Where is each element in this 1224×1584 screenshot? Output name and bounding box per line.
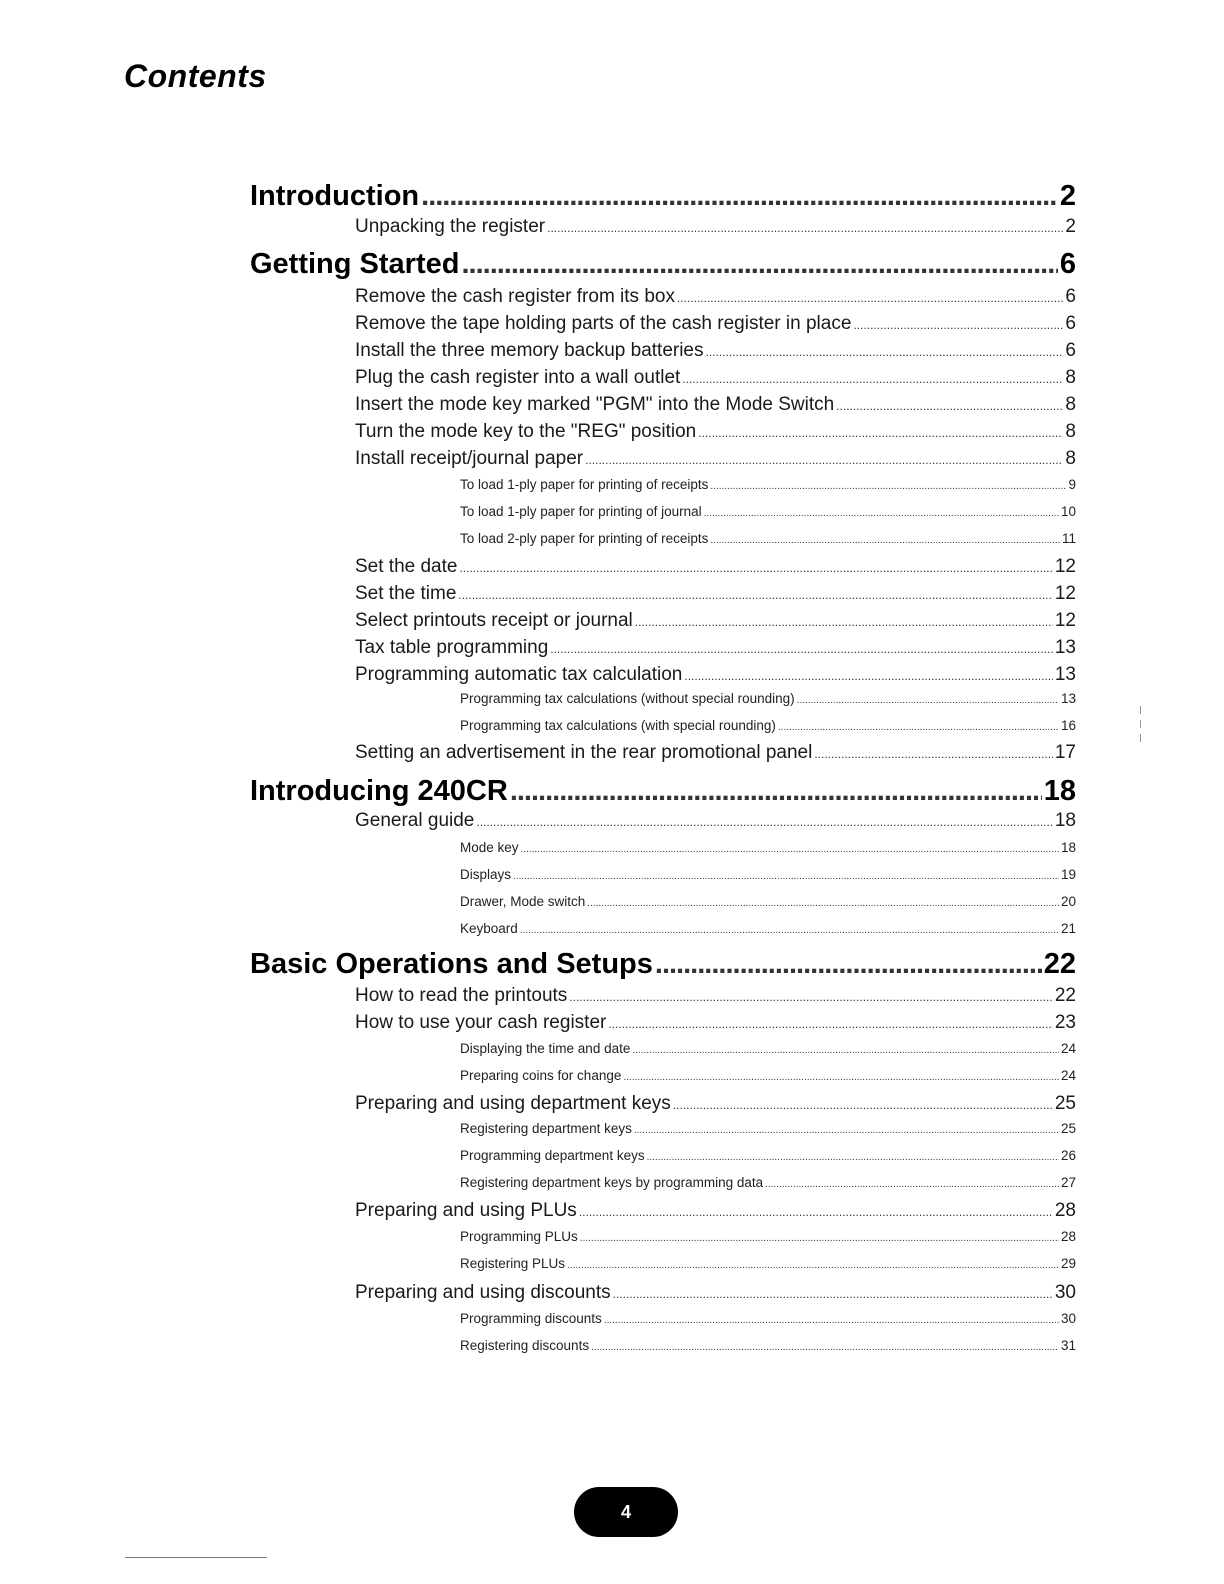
toc-section-heading[interactable] bbox=[250, 948, 1076, 981]
toc-page-number: 28 bbox=[1054, 1200, 1076, 1221]
dot-leader bbox=[521, 844, 1059, 855]
toc-entry-label: Programming tax calculations (without special rounding) bbox=[460, 691, 795, 706]
toc-page-number: 8 bbox=[1065, 367, 1076, 388]
dot-leader bbox=[458, 588, 1052, 602]
toc-page-number: 18 bbox=[1054, 810, 1076, 831]
dot-leader bbox=[547, 221, 1063, 235]
dot-leader bbox=[706, 345, 1064, 359]
toc-entry-label: Remove the cash register from its box bbox=[355, 286, 675, 307]
dot-leader bbox=[613, 1287, 1053, 1301]
toc-page-number: 24 bbox=[1060, 1068, 1076, 1083]
toc-entry-label: Registering department keys bbox=[460, 1121, 632, 1136]
toc-page-number: 29 bbox=[1060, 1256, 1076, 1271]
dot-leader bbox=[587, 898, 1059, 909]
toc-subentry[interactable] bbox=[460, 1148, 1076, 1163]
toc-section-heading[interactable] bbox=[250, 775, 1076, 808]
toc-page-number: 13 bbox=[1060, 691, 1076, 706]
toc-subentry[interactable] bbox=[460, 1229, 1076, 1244]
toc-entry-label: Setting an advertisement in the rear promotional panel bbox=[355, 742, 813, 763]
toc-entry-label: Preparing and using department keys bbox=[355, 1093, 671, 1114]
toc-page-number: 6 bbox=[1065, 340, 1076, 361]
dot-leader bbox=[677, 291, 1063, 305]
dot-leader bbox=[655, 948, 1042, 981]
dot-leader bbox=[569, 990, 1053, 1004]
toc-entry[interactable] bbox=[355, 1200, 1076, 1222]
toc-entry[interactable] bbox=[355, 985, 1076, 1007]
toc-subentry[interactable] bbox=[460, 477, 1076, 492]
toc-page-number: 25 bbox=[1054, 1093, 1076, 1114]
toc-page-number: 30 bbox=[1054, 1282, 1076, 1303]
toc-entry[interactable] bbox=[355, 448, 1076, 470]
toc-page-number: 16 bbox=[1060, 718, 1076, 733]
dot-leader bbox=[710, 535, 1060, 546]
toc-page-number: 6 bbox=[1065, 313, 1076, 334]
toc-page-number: 13 bbox=[1054, 664, 1076, 685]
toc-entry-label: Basic Operations and Setups bbox=[250, 948, 653, 980]
toc-entry[interactable] bbox=[355, 583, 1076, 605]
toc-entry[interactable] bbox=[355, 394, 1076, 416]
toc-page-number: 26 bbox=[1060, 1148, 1076, 1163]
dot-leader bbox=[579, 1205, 1053, 1219]
toc-subentry[interactable] bbox=[460, 504, 1076, 519]
dot-leader bbox=[520, 925, 1059, 936]
dot-leader bbox=[623, 1072, 1059, 1083]
toc-entry-label: Keyboard bbox=[460, 921, 518, 936]
toc-entry-label: Displaying the time and date bbox=[460, 1041, 631, 1056]
toc-section-heading[interactable] bbox=[250, 180, 1076, 213]
dot-leader bbox=[836, 399, 1063, 413]
toc-page-number: 6 bbox=[1065, 286, 1076, 307]
toc-entry-label: Displays bbox=[460, 867, 512, 882]
toc-page-number: 9 bbox=[1068, 477, 1076, 492]
toc-entry-label: Registering discounts bbox=[460, 1338, 590, 1353]
toc-page-number: 25 bbox=[1060, 1121, 1076, 1136]
toc-entry[interactable] bbox=[355, 742, 1076, 764]
page-number-badge: 4 bbox=[574, 1487, 678, 1537]
dot-leader bbox=[608, 1017, 1053, 1031]
dot-leader bbox=[604, 1315, 1059, 1326]
toc-page-number: 8 bbox=[1065, 421, 1076, 442]
toc-page-number: 24 bbox=[1060, 1041, 1076, 1056]
dot-leader bbox=[673, 1098, 1053, 1112]
dot-leader bbox=[634, 1125, 1059, 1136]
toc-entry-label: Introduction bbox=[250, 180, 420, 212]
dot-leader bbox=[778, 722, 1059, 733]
margin-marks bbox=[1140, 700, 1144, 760]
toc-entry[interactable] bbox=[355, 610, 1076, 632]
toc-subentry[interactable] bbox=[460, 894, 1076, 909]
dot-leader bbox=[684, 669, 1052, 683]
toc-section-heading[interactable] bbox=[250, 248, 1076, 281]
toc-entry[interactable] bbox=[355, 810, 1076, 832]
dot-leader bbox=[513, 871, 1059, 882]
toc-page-number: 2 bbox=[1065, 216, 1076, 237]
toc-subentry[interactable] bbox=[460, 1068, 1076, 1083]
toc-entry-label: Mode key bbox=[460, 840, 519, 855]
toc-entry-label: Drawer, Mode switch bbox=[460, 894, 586, 909]
toc-page-number: 28 bbox=[1060, 1229, 1076, 1244]
toc-subentry[interactable] bbox=[460, 921, 1076, 936]
dot-leader bbox=[853, 318, 1063, 332]
toc-entry[interactable] bbox=[355, 637, 1076, 659]
dot-leader bbox=[567, 1260, 1059, 1271]
toc-subentry[interactable] bbox=[460, 531, 1076, 546]
toc-entry-label: To load 2-ply paper for printing of receipts bbox=[460, 531, 709, 546]
toc-entry-label: Unpacking the register bbox=[355, 216, 546, 237]
dot-leader bbox=[591, 1342, 1059, 1353]
toc-page-number: 8 bbox=[1065, 394, 1076, 415]
toc-entry-label: Select printouts receipt or journal bbox=[355, 610, 633, 631]
toc-page-number: 13 bbox=[1054, 637, 1076, 658]
dot-leader bbox=[647, 1152, 1059, 1163]
toc-entry-label: Programming PLUs bbox=[460, 1229, 578, 1244]
dot-leader bbox=[476, 815, 1052, 829]
dot-leader bbox=[580, 1233, 1059, 1244]
toc-page-number: 23 bbox=[1054, 1012, 1076, 1033]
toc-entry[interactable] bbox=[355, 1012, 1076, 1034]
dot-leader bbox=[510, 775, 1042, 808]
toc-page-number: 30 bbox=[1060, 1311, 1076, 1326]
footer-rule bbox=[125, 1557, 267, 1558]
toc-entry-label: Programming automatic tax calculation bbox=[355, 664, 683, 685]
toc-entry-label: How to use your cash register bbox=[355, 1012, 607, 1033]
toc-entry-label: Getting Started bbox=[250, 248, 460, 280]
toc-entry[interactable] bbox=[355, 421, 1076, 443]
toc-page-number: 31 bbox=[1060, 1338, 1076, 1353]
toc-entry[interactable] bbox=[355, 313, 1076, 335]
toc-page-number: 10 bbox=[1060, 504, 1076, 519]
toc-entry-label: Introducing 240CR bbox=[250, 775, 508, 807]
toc-entry[interactable] bbox=[355, 1282, 1076, 1304]
dot-leader bbox=[710, 481, 1066, 492]
dot-leader bbox=[682, 372, 1063, 386]
toc-entry-label: Programming tax calculations (with special rounding) bbox=[460, 718, 776, 733]
toc-page-number: 2 bbox=[1059, 180, 1076, 212]
toc-entry-label: Programming discounts bbox=[460, 1311, 602, 1326]
toc-entry-label: Insert the mode key marked "PGM" into the Mode Switch bbox=[355, 394, 835, 415]
dot-leader bbox=[421, 180, 1058, 213]
toc-entry-label: Tax table programming bbox=[355, 637, 549, 658]
toc-page-number: 19 bbox=[1060, 867, 1076, 882]
toc-page-number: 22 bbox=[1054, 985, 1076, 1006]
dot-leader bbox=[814, 747, 1053, 761]
toc-entry[interactable] bbox=[355, 367, 1076, 389]
toc-entry-label: To load 1-ply paper for printing of receipts bbox=[460, 477, 709, 492]
toc-page-number: 17 bbox=[1054, 742, 1076, 763]
toc-subentry[interactable] bbox=[460, 1121, 1076, 1136]
toc-subentry[interactable] bbox=[460, 691, 1076, 706]
toc-entry[interactable] bbox=[355, 556, 1076, 578]
toc-page-number: 18 bbox=[1060, 840, 1076, 855]
toc-subentry[interactable] bbox=[460, 718, 1076, 733]
toc-page-number: 11 bbox=[1061, 531, 1076, 546]
toc-entry-label: Install the three memory backup batteries bbox=[355, 340, 704, 361]
toc-page-number: 6 bbox=[1059, 248, 1076, 280]
toc-page-number: 12 bbox=[1054, 583, 1076, 604]
toc-entry[interactable] bbox=[355, 664, 1076, 686]
toc-entry-label: Preparing coins for change bbox=[460, 1068, 622, 1083]
toc-entry-label: How to read the printouts bbox=[355, 985, 568, 1006]
page-title: Contents bbox=[124, 58, 267, 94]
toc-page-number: 22 bbox=[1043, 948, 1076, 980]
toc-entry-label: Preparing and using discounts bbox=[355, 1282, 611, 1303]
toc-entry-label: General guide bbox=[355, 810, 475, 831]
toc-entry-label: Set the date bbox=[355, 556, 458, 577]
toc-entry-label: Turn the mode key to the "REG" position bbox=[355, 421, 697, 442]
toc-page-number: 12 bbox=[1054, 556, 1076, 577]
dot-leader bbox=[698, 426, 1063, 440]
toc-entry-label: Plug the cash register into a wall outlet bbox=[355, 367, 681, 388]
toc-entry-label: Programming department keys bbox=[460, 1148, 645, 1163]
toc-entry[interactable] bbox=[355, 340, 1076, 362]
dot-leader bbox=[459, 561, 1052, 575]
toc-page-number: 27 bbox=[1060, 1175, 1076, 1190]
toc-entry[interactable] bbox=[355, 1093, 1076, 1115]
toc-entry[interactable] bbox=[355, 286, 1076, 308]
toc-subentry[interactable] bbox=[460, 1338, 1076, 1353]
toc-entry-label: Set the time bbox=[355, 583, 457, 604]
toc-entry-label: To load 1-ply paper for printing of journal bbox=[460, 504, 702, 519]
toc-page-number: 21 bbox=[1060, 921, 1076, 936]
toc-entry-label: Registering PLUs bbox=[460, 1256, 566, 1271]
toc-page-number: 8 bbox=[1065, 448, 1076, 469]
dot-leader bbox=[550, 642, 1053, 656]
toc-entry-label: Registering department keys by programming data bbox=[460, 1175, 764, 1190]
dot-leader bbox=[704, 508, 1059, 519]
dot-leader bbox=[632, 1045, 1059, 1056]
toc-page-number: 18 bbox=[1043, 775, 1076, 807]
toc-subentry[interactable] bbox=[460, 1041, 1076, 1056]
dot-leader bbox=[585, 453, 1063, 467]
toc-subentry[interactable] bbox=[460, 1256, 1076, 1271]
toc-entry-label: Remove the tape holding parts of the cash register in place bbox=[355, 313, 852, 334]
toc-entry[interactable] bbox=[355, 216, 1076, 238]
dot-leader bbox=[635, 615, 1053, 629]
toc-subentry[interactable] bbox=[460, 867, 1076, 882]
toc-subentry[interactable] bbox=[460, 840, 1076, 855]
toc-page-number: 20 bbox=[1060, 894, 1076, 909]
dot-leader bbox=[461, 248, 1057, 281]
dot-leader bbox=[765, 1179, 1059, 1190]
toc-entry-label: Install receipt/journal paper bbox=[355, 448, 584, 469]
toc-subentry[interactable] bbox=[460, 1311, 1076, 1326]
toc-entry-label: Preparing and using PLUs bbox=[355, 1200, 577, 1221]
toc-subentry[interactable] bbox=[460, 1175, 1076, 1190]
dot-leader bbox=[797, 695, 1059, 706]
toc-page-number: 12 bbox=[1054, 610, 1076, 631]
